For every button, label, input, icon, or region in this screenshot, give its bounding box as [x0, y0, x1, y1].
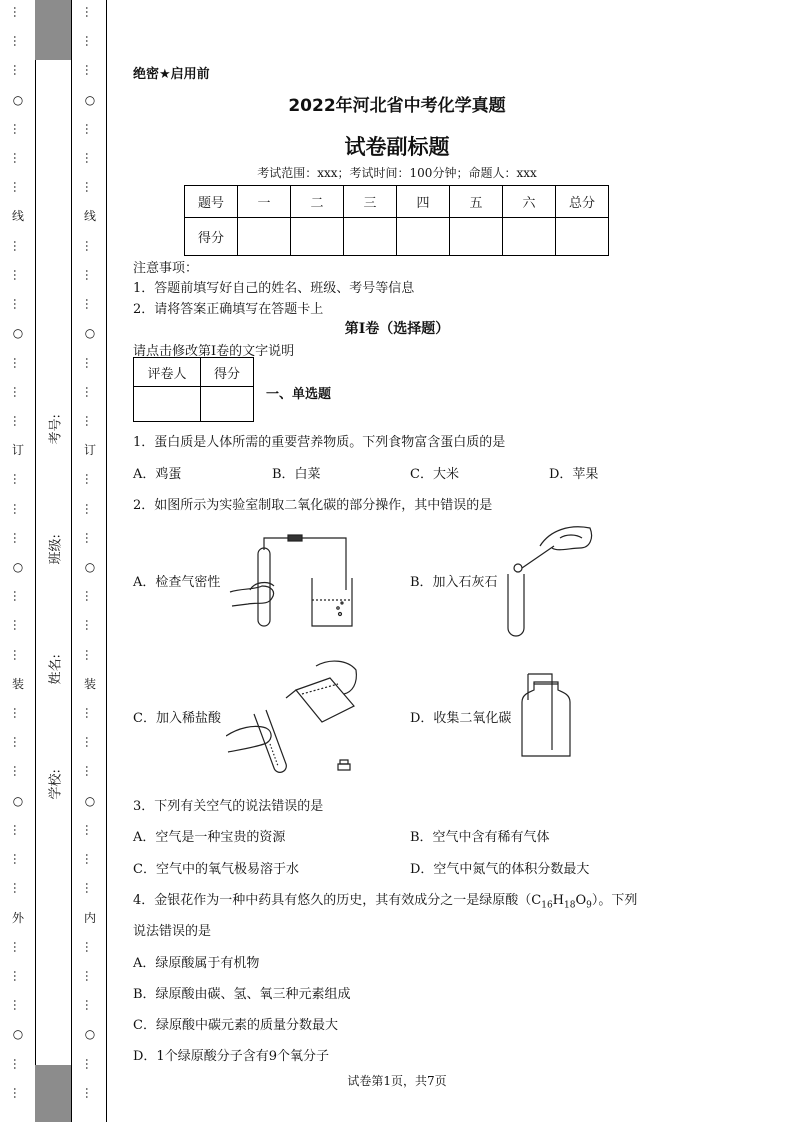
outer-binding-mark: …: [11, 940, 25, 953]
outer-binding-mark: …: [11, 707, 25, 720]
inner-binding-mark: …: [83, 6, 97, 18]
inner-binding-mark: …: [83, 268, 97, 281]
inner-binding-mark: ○: [84, 793, 96, 808]
inner-binding-mark: …: [83, 502, 97, 515]
question-1-stem: 1．蛋白质是人体所需的重要营养物质。下列食物富含蛋白质的是: [133, 435, 506, 450]
grader-table: [133, 357, 254, 422]
outer-binding-mark: 装: [11, 676, 24, 691]
exam-info: 考试范围：xxx；考试时间：100分钟；命题人：xxx: [257, 166, 537, 180]
outer-binding-mark: …: [11, 502, 25, 515]
outer-binding-mark: …: [11, 823, 25, 836]
note-item: 2．请将答案正确填写在答题卡上: [133, 302, 324, 317]
inner-binding-mark: …: [83, 940, 97, 953]
outer-binding-mark: ○: [12, 560, 24, 574]
figure-add-limestone: [500, 518, 600, 638]
inner-binding-mark: …: [83, 35, 97, 48]
paper-subtitle: 试卷副标题: [344, 135, 450, 159]
inner-binding-mark: ○: [84, 326, 96, 341]
inner-binding-mark: …: [83, 298, 97, 311]
inner-binding-mark: 内: [83, 910, 96, 925]
score-header: 题号: [185, 186, 238, 218]
section-title: 第I卷（选择题）: [344, 321, 450, 337]
figure-collect-co2: [518, 670, 578, 760]
q3-option-b: B．空气中含有稀有气体: [410, 830, 550, 845]
q2-option-b: B．加入石灰石: [410, 575, 498, 590]
outer-binding-mark: …: [11, 590, 25, 603]
score-header: 总分: [556, 186, 609, 218]
inner-binding-mark: …: [83, 707, 97, 720]
q4-option-d: D．1个绿原酸分子含有9个氧分子: [133, 1049, 329, 1064]
inner-binding-mark: …: [83, 385, 97, 398]
inner-binding-mark: …: [83, 648, 97, 661]
inner-binding-mark: …: [83, 414, 97, 427]
inner-binding-mark: …: [83, 122, 97, 135]
q4-option-a: A．绿原酸属于有机物: [133, 956, 260, 971]
q2-option-a: A．检查气密性: [133, 575, 221, 590]
q4-option-b: B．绿原酸由碳、氢、氧三种元素组成: [133, 987, 351, 1002]
figure-airtightness-check: [228, 530, 358, 630]
score-header: 三: [344, 186, 397, 218]
outer-binding-mark: …: [11, 765, 25, 778]
question-4-stem-cont: 说法错误的是: [133, 924, 212, 939]
secret-label: 绝密★启用前: [133, 67, 210, 82]
outer-binding-mark: ○: [12, 1027, 24, 1042]
inner-binding-mark: …: [83, 64, 97, 77]
figure-add-dilute-hcl: [226, 652, 366, 777]
outer-binding-mark: …: [11, 6, 25, 18]
field-class: 班级:: [48, 534, 64, 565]
question-4-stem: 4．金银花作为一种中药具有悠久的历史，其有效成分之一是绿原酸$(C_{16}H_{18}O_9)$。下列: [133, 893, 638, 911]
outer-binding-mark: …: [11, 648, 25, 661]
grader-header: 评卷人: [134, 358, 201, 387]
score-cell[interactable]: [450, 218, 503, 256]
inner-binding-mark: …: [83, 1057, 97, 1070]
part-title: 一、单选题: [266, 387, 332, 402]
inner-binding-mark: 订: [83, 443, 96, 458]
inner-binding-mark: …: [83, 882, 97, 895]
page-footer: 试卷第1页，共7页: [347, 1074, 447, 1088]
grader-header: 得分: [201, 358, 254, 387]
q3-option-c: C．空气中的氧气极易溶于水: [133, 862, 299, 877]
q1-option-b: B．白菜: [272, 467, 321, 482]
outer-binding-mark: …: [11, 882, 25, 895]
outer-binding-mark: …: [11, 414, 25, 427]
inner-binding-mark: …: [83, 1086, 97, 1099]
inner-binding-mark: …: [83, 969, 97, 982]
score-cell[interactable]: [556, 218, 609, 256]
outer-binding-mark: …: [11, 268, 25, 281]
outer-binding-mark: ○: [12, 326, 24, 341]
score-row-label: 得分: [185, 218, 238, 256]
q3-option-d: D．空气中氮气的体积分数最大: [410, 862, 590, 877]
outer-binding-mark: ○: [12, 92, 24, 107]
outer-binding-mark: …: [11, 298, 25, 311]
outer-binding-mark: …: [11, 181, 25, 194]
outer-binding-mark: 外: [11, 910, 24, 925]
score-cell[interactable]: [291, 218, 344, 256]
inner-binding-mark: …: [83, 736, 97, 749]
outer-binding-mark: …: [11, 736, 25, 749]
score-cell[interactable]: [344, 218, 397, 256]
grader-cell[interactable]: [201, 387, 254, 422]
outer-binding-mark: …: [11, 473, 25, 486]
inner-binding-mark: …: [83, 152, 97, 165]
inner-binding-mark: …: [83, 531, 97, 544]
section-instruction: 请点击修改第I卷的文字说明: [133, 344, 295, 359]
outer-binding-mark: …: [11, 152, 25, 165]
inner-binding-mark: …: [83, 619, 97, 632]
inner-binding-mark: ○: [84, 92, 96, 107]
q1-option-c: C．大米: [410, 467, 459, 482]
outer-binding-mark: 订: [11, 443, 24, 458]
inner-binding-mark: …: [83, 765, 97, 778]
q3-option-a: A．空气是一种宝贵的资源: [133, 830, 286, 845]
score-cell[interactable]: [503, 218, 556, 256]
outer-binding-mark: …: [11, 122, 25, 135]
grader-cell[interactable]: [134, 387, 201, 422]
inner-binding-mark: …: [83, 473, 97, 486]
outer-binding-mark: …: [11, 239, 25, 252]
outer-binding-mark: …: [11, 969, 25, 982]
q1-option-a: A．鸡蛋: [133, 467, 182, 482]
score-table: [184, 185, 609, 256]
score-header: 五: [450, 186, 503, 218]
inner-binding-mark: …: [83, 853, 97, 866]
field-school: 学校:: [48, 769, 64, 800]
outer-binding-mark: …: [11, 999, 25, 1012]
outer-binding-mark: …: [11, 35, 25, 48]
outer-binding-mark: …: [11, 531, 25, 544]
inner-binding-mark: …: [83, 590, 97, 603]
question-2-stem: 2．如图所示为实验室制取二氧化碳的部分操作，其中错误的是: [133, 498, 493, 513]
outer-binding-mark: …: [11, 1057, 25, 1070]
note-item: 1．答题前填写好自己的姓名、班级、考号等信息: [133, 281, 415, 296]
inner-binding-mark: 装: [83, 676, 96, 691]
outer-binding-mark: …: [11, 64, 25, 77]
inner-binding-mark: …: [83, 823, 97, 836]
binding-top-box: [35, 0, 71, 60]
score-header: 四: [397, 186, 450, 218]
outer-binding-mark: …: [11, 853, 25, 866]
inner-binding-mark: ○: [84, 1027, 96, 1042]
outer-binding-mark: …: [11, 619, 25, 632]
outer-binding-mark: …: [11, 356, 25, 369]
outer-binding-mark: …: [11, 385, 25, 398]
score-cell[interactable]: [397, 218, 450, 256]
inner-binding-mark: …: [83, 239, 97, 252]
outer-binding-mark: …: [11, 1086, 25, 1099]
question-3-stem: 3．下列有关空气的说法错误的是: [133, 799, 324, 814]
inner-binding-mark: 线: [83, 209, 96, 224]
q4-option-c: C．绿原酸中碳元素的质量分数最大: [133, 1018, 338, 1033]
inner-binding-mark: ○: [84, 560, 96, 574]
inner-binding-mark: …: [83, 181, 97, 194]
score-header: 六: [503, 186, 556, 218]
outer-binding-mark: 线: [11, 209, 24, 224]
q2-option-d: D．收集二氧化碳: [410, 711, 512, 726]
score-header: 二: [291, 186, 344, 218]
q1-option-d: D．苹果: [549, 467, 599, 482]
inner-binding-mark: …: [83, 356, 97, 369]
outer-binding-mark: ○: [12, 793, 24, 808]
notes-title: 注意事项：: [133, 261, 199, 276]
q2-option-c: C．加入稀盐酸: [133, 711, 221, 726]
score-cell[interactable]: [238, 218, 291, 256]
paper-title: 2022年河北省中考化学真题: [288, 96, 506, 116]
field-exam-number: 考号:: [48, 414, 64, 445]
score-header: 一: [238, 186, 291, 218]
inner-binding-mark: …: [83, 999, 97, 1012]
field-name: 姓名:: [48, 654, 64, 685]
